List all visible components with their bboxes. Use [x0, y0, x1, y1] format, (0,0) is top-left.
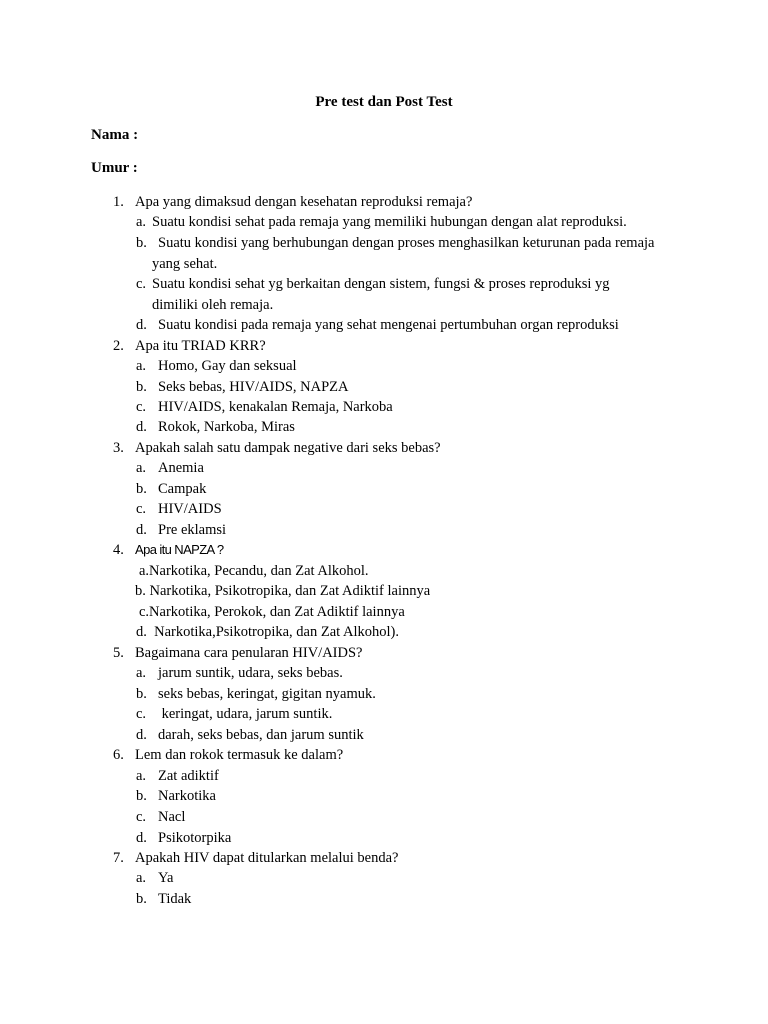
option-text: Suatu kondisi sehat pada remaja yang memiliki hubungan dengan alat reproduksi.: [152, 214, 627, 230]
option-letter: a.: [136, 665, 147, 681]
age-field-label: Umur :: [91, 160, 138, 176]
option-text: Zat adiktif: [158, 768, 219, 784]
question-text: Lem dan rokok termasuk ke dalam?: [135, 747, 344, 763]
option-letter: b.: [136, 788, 147, 804]
option-letter: c.: [136, 809, 147, 825]
option-text: keringat, udara, jarum suntik.: [158, 706, 333, 722]
option-text: Seks bebas, HIV/AIDS, NAPZA: [158, 379, 349, 395]
option-text: Narkotika: [158, 788, 216, 804]
option-text-continuation: yang sehat.: [152, 256, 218, 272]
option-text: Homo, Gay dan seksual: [158, 358, 297, 374]
question-text: Apa yang dimaksud dengan kesehatan reproduksi remaja?: [135, 194, 473, 210]
option-letter: c.: [136, 276, 147, 292]
question-text: Bagaimana cara penularan HIV/AIDS?: [135, 645, 363, 661]
question-number: 4.: [113, 542, 124, 558]
question-number: 6.: [113, 747, 124, 763]
question-number: 7.: [113, 850, 124, 866]
option-text: Suatu kondisi sehat yg berkaitan dengan sistem, fungsi & proses reproduksi yg: [152, 276, 610, 292]
option-letter: b.: [136, 379, 147, 395]
option-text: HIV/AIDS: [158, 501, 222, 517]
option-letter: d.: [136, 317, 147, 333]
option-text: seks bebas, keringat, gigitan nyamuk.: [158, 686, 376, 702]
question-number: 3.: [113, 440, 124, 456]
option-letter: c.: [136, 501, 147, 517]
option-letter: a.: [136, 460, 147, 476]
option-text: Psikotorpika: [158, 830, 232, 846]
question-text: Apakah HIV dapat ditularkan melalui benda?: [135, 850, 399, 866]
option-text: Suatu kondisi pada remaja yang sehat mengenai pertumbuhan organ reproduksi: [158, 317, 619, 333]
option-letter: b.: [136, 686, 147, 702]
option-letter: b.: [136, 891, 147, 907]
option-letter: b.: [136, 481, 147, 497]
option-text: darah, seks bebas, dan jarum suntik: [158, 727, 364, 743]
question-number: 2.: [113, 338, 124, 354]
option-letter: d.: [136, 830, 147, 846]
name-field-label: Nama :: [91, 127, 139, 143]
option-letter: a.: [136, 214, 147, 230]
option-text: a.Narkotika, Pecandu, dan Zat Alkohol.: [139, 563, 369, 579]
option-letter: a.: [136, 358, 147, 374]
option-text: Tidak: [158, 891, 192, 907]
option-letter: d.: [136, 419, 147, 435]
option-text: Rokok, Narkoba, Miras: [158, 419, 295, 435]
question-number: 1.: [113, 194, 124, 210]
question-number: 5.: [113, 645, 124, 661]
option-text: Nacl: [158, 809, 186, 825]
option-letter: b.: [136, 235, 147, 251]
question-text: Apa itu TRIAD KRR?: [135, 338, 266, 354]
option-letter: a.: [136, 768, 147, 784]
document-title: Pre test dan Post Test: [315, 94, 453, 110]
option-text: Campak: [158, 481, 207, 497]
option-letter: d.: [136, 522, 147, 538]
option-text: jarum suntik, udara, seks bebas.: [158, 665, 343, 681]
option-letter: d.: [136, 727, 147, 743]
option-text: Pre eklamsi: [158, 522, 227, 538]
question-text: Apa itu NAPZA ?: [135, 542, 224, 557]
option-text: HIV/AIDS, kenakalan Remaja, Narkoba: [158, 399, 393, 415]
question-text: Apakah salah satu dampak negative dari seks bebas?: [135, 440, 441, 456]
option-letter: a.: [136, 870, 147, 886]
option-text-continuation: dimiliki oleh remaja.: [152, 297, 274, 313]
option-letter: c.: [136, 399, 147, 415]
option-text: b. Narkotika, Psikotropika, dan Zat Adiktif lainnya: [135, 583, 431, 599]
option-letter: c.: [136, 706, 147, 722]
option-text: c.Narkotika, Perokok, dan Zat Adiktif lainnya: [139, 604, 405, 620]
option-text: Anemia: [158, 460, 204, 476]
option-text: Suatu kondisi yang berhubungan dengan proses menghasilkan keturunan pada remaja: [158, 235, 655, 251]
option-text: d. Narkotika,Psikotropika, dan Zat Alkohol).: [136, 624, 399, 640]
option-text: Ya: [158, 870, 174, 886]
